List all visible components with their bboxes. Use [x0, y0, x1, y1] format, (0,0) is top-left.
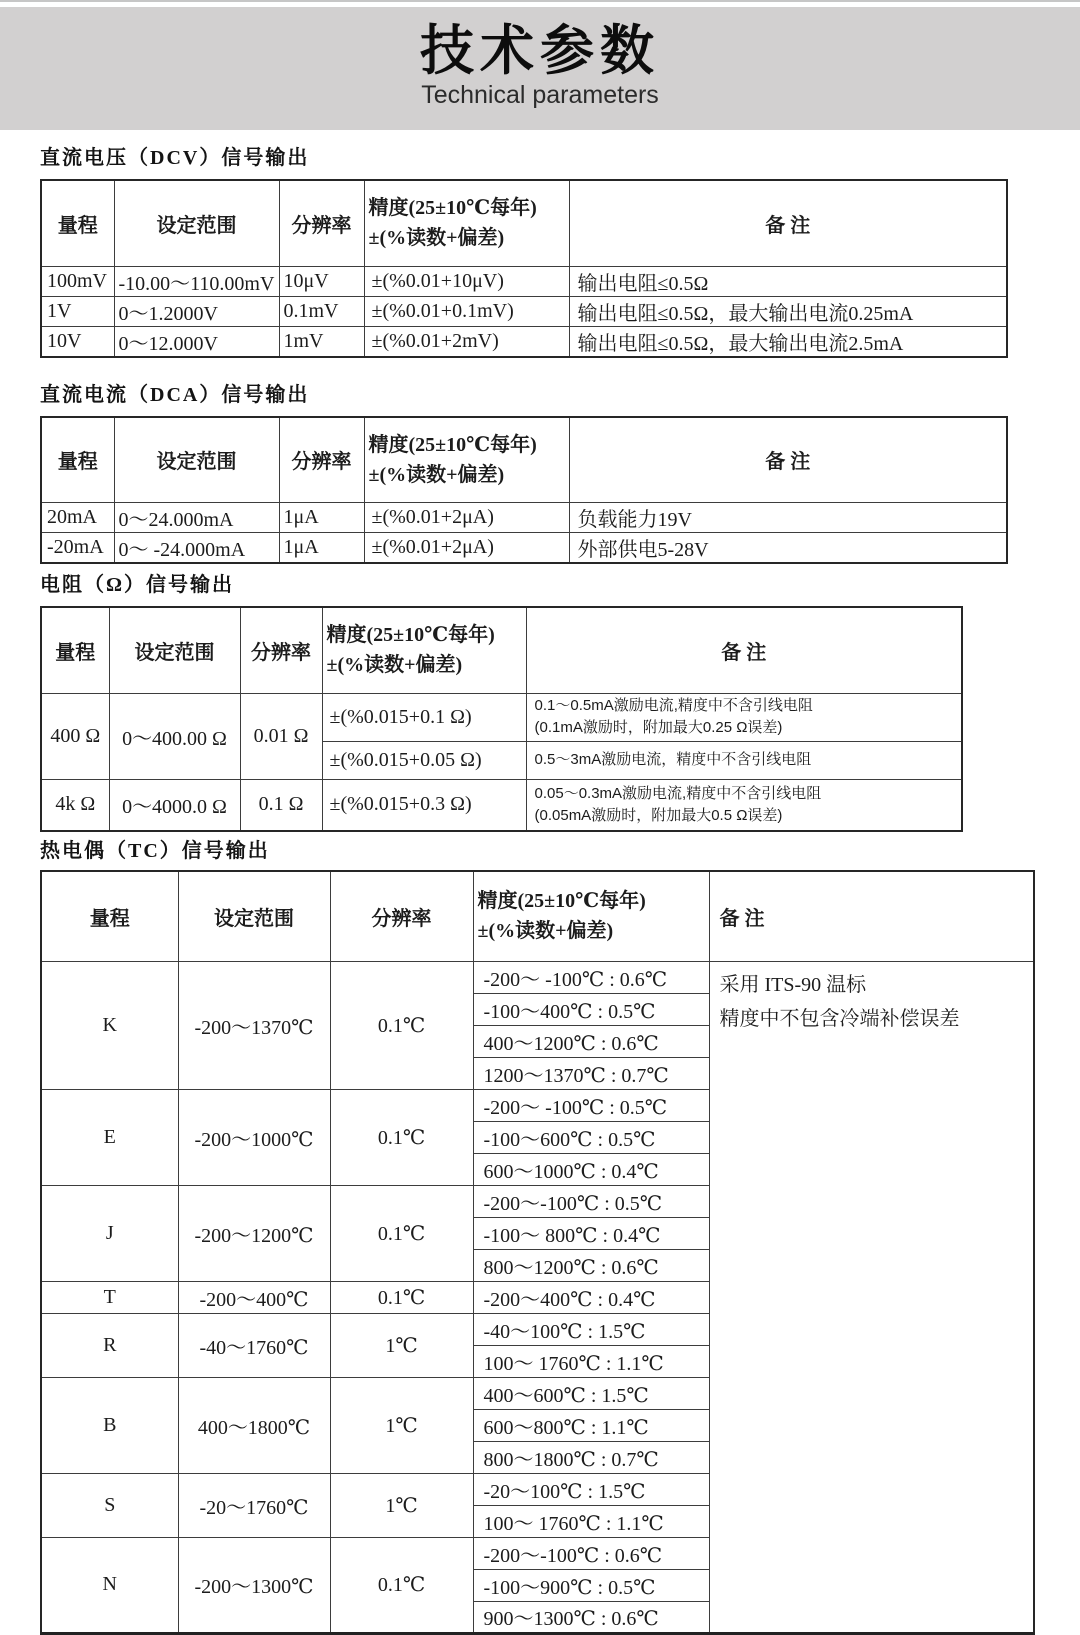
cell-set-range: 0～ -24.000mA — [114, 533, 279, 564]
cell-resolution: 1℃ — [330, 1473, 473, 1537]
accuracy-header-line2: ±(%读数+偏差) — [368, 227, 505, 250]
header-range: 量程 — [41, 417, 114, 503]
cell-remark: 外部供电5-28V — [569, 533, 1007, 564]
cell-remark — [526, 779, 962, 831]
cell-accuracy: 400～1200℃ : 0.6℃ — [473, 1025, 709, 1057]
cell-remark — [526, 693, 962, 741]
cell-tc-type: K — [41, 961, 178, 1089]
header-set-range: 设定范围 — [114, 417, 279, 503]
cell-accuracy: -200～ -100℃ : 0.5℃ — [473, 1089, 709, 1121]
cell-range: -20mA — [41, 533, 114, 564]
header-resolution: 分辨率 — [330, 871, 473, 961]
cell-resolution: 0.01 Ω — [240, 693, 322, 779]
page-header — [0, 7, 1080, 130]
section-resistance — [40, 572, 1080, 832]
cell-set-range: 0～4000.0 Ω — [109, 779, 240, 831]
header-remark: 备 注 — [526, 607, 962, 693]
cell-accuracy: -200～ -100℃ : 0.6℃ — [473, 961, 709, 993]
cell-resolution: 0.1℃ — [330, 1281, 473, 1313]
section-heading-tc: 热电偶（TC）信号输出 — [40, 840, 270, 862]
tc-table — [40, 870, 1035, 1635]
cell-accuracy: -40～100℃ : 1.5℃ — [473, 1313, 709, 1345]
cell-accuracy: -100～400℃ : 0.5℃ — [473, 993, 709, 1025]
accuracy-header-line1: 精度(25±10℃每年) — [368, 433, 537, 456]
cell-accuracy: -100～ 800℃ : 0.4℃ — [473, 1217, 709, 1249]
cell-tc-type: N — [41, 1537, 178, 1633]
header-remark: 备 注 — [569, 417, 1007, 503]
accuracy-header-line1: 精度(25±10℃每年) — [326, 624, 495, 647]
cell-remark: 0.5～3mA激励电流，精度中不含引线电阻 — [526, 741, 962, 779]
cell-resolution: 1μA — [279, 533, 364, 564]
cell-set-range: -200～1200℃ — [178, 1185, 330, 1281]
remark-line2: (0.05mA激励时，附加最大0.5 Ω误差) — [534, 806, 783, 824]
cell-accuracy: 100～ 1760℃ : 1.1℃ — [473, 1345, 709, 1377]
table-row — [41, 779, 962, 831]
cell-remark: 输出电阻≤0.5Ω — [569, 266, 1007, 296]
header-remark: 备 注 — [569, 180, 1007, 266]
cell-accuracy: 800～1800℃ : 0.7℃ — [473, 1441, 709, 1473]
table-row — [41, 326, 1007, 357]
cell-tc-type: J — [41, 1185, 178, 1281]
header-resolution: 分辨率 — [279, 180, 364, 266]
cell-set-range: -20～1760℃ — [178, 1473, 330, 1537]
resistance-table — [40, 606, 963, 832]
cell-resolution: 1℃ — [330, 1313, 473, 1377]
header-resolution: 分辨率 — [279, 417, 364, 503]
cell-set-range: -40～1760℃ — [178, 1313, 330, 1377]
section-heading-dca: 直流电流（DCA）信号输出 — [40, 383, 310, 406]
table-row — [41, 296, 1007, 326]
cell-accuracy: ±(%0.015+0.1 Ω) — [322, 693, 526, 741]
cell-accuracy: ±(%0.01+2μA) — [364, 533, 569, 564]
table-row — [41, 961, 1034, 993]
cell-tc-type: T — [41, 1281, 178, 1313]
cell-tc-type: S — [41, 1473, 178, 1537]
cell-accuracy: ±(%0.01+0.1mV) — [364, 296, 569, 326]
cell-accuracy: -200～-100℃ : 0.5℃ — [473, 1185, 709, 1217]
cell-accuracy: 600～800℃ : 1.1℃ — [473, 1409, 709, 1441]
table-row — [41, 533, 1007, 564]
accuracy-header-line2: ±(%读数+偏差) — [477, 920, 614, 943]
cell-resolution: 0.1℃ — [330, 1537, 473, 1633]
cell-resolution: 0.1℃ — [330, 961, 473, 1089]
header-accuracy — [364, 417, 569, 503]
accuracy-header-line1: 精度(25±10℃每年) — [477, 890, 646, 913]
cell-accuracy: -200～-100℃ : 0.6℃ — [473, 1537, 709, 1569]
table-row — [41, 693, 962, 741]
cell-accuracy: 400～600℃ : 1.5℃ — [473, 1377, 709, 1409]
cell-set-range: -200～400℃ — [178, 1281, 330, 1313]
cell-resolution: 1mV — [279, 326, 364, 357]
cell-set-range: -200～1300℃ — [178, 1537, 330, 1633]
cell-set-range: 0～24.000mA — [114, 503, 279, 533]
remark-line1: 0.1～0.5mA激励电流,精度中不含引线电阻 — [534, 697, 813, 715]
header-set-range: 设定范围 — [109, 607, 240, 693]
cell-remark: 输出电阻≤0.5Ω，最大输出电流0.25mA — [569, 296, 1007, 326]
cell-remark — [709, 961, 1034, 1633]
cell-tc-type: R — [41, 1313, 178, 1377]
cell-resolution: 1μA — [279, 503, 364, 533]
header-remark: 备 注 — [709, 871, 1034, 961]
header-set-range: 设定范围 — [178, 871, 330, 961]
cell-set-range: -10.00～110.00mV — [114, 266, 279, 296]
header-accuracy — [473, 871, 709, 961]
cell-resolution: 0.1 Ω — [240, 779, 322, 831]
remark-line2: 精度中不包含冷端补偿误差 — [719, 1007, 960, 1030]
cell-accuracy: -100～900℃ : 0.5℃ — [473, 1569, 709, 1601]
cell-accuracy: ±(%0.01+10μV) — [364, 266, 569, 296]
remark-line1: 采用 ITS-90 温标 — [719, 973, 867, 996]
cell-accuracy: 600～1000℃ : 0.4℃ — [473, 1153, 709, 1185]
cell-range: 20mA — [41, 503, 114, 533]
accuracy-header-line2: ±(%读数+偏差) — [368, 463, 505, 486]
header-range: 量程 — [41, 871, 178, 961]
cell-set-range: 0～400.00 Ω — [109, 693, 240, 779]
cell-set-range: 0～12.000V — [114, 326, 279, 357]
cell-accuracy: ±(%0.01+2mV) — [364, 326, 569, 357]
cell-set-range: -200～1000℃ — [178, 1089, 330, 1185]
header-range: 量程 — [41, 180, 114, 266]
cell-resolution: 1℃ — [330, 1377, 473, 1473]
cell-resolution: 0.1℃ — [330, 1185, 473, 1281]
cell-accuracy: ±(%0.015+0.05 Ω) — [322, 741, 526, 779]
header-range: 量程 — [41, 607, 109, 693]
cell-accuracy: 100～ 1760℃ : 1.1℃ — [473, 1505, 709, 1537]
cell-set-range: 0～1.2000V — [114, 296, 279, 326]
page-subtitle: Technical parameters — [421, 81, 659, 109]
cell-set-range: -200～1370℃ — [178, 961, 330, 1089]
top-divider — [0, 0, 1080, 2]
cell-accuracy: 900～1300℃ : 0.6℃ — [473, 1601, 709, 1633]
accuracy-header-line2: ±(%读数+偏差) — [326, 654, 463, 677]
cell-range: 4k Ω — [41, 779, 109, 831]
header-resolution: 分辨率 — [240, 607, 322, 693]
table-row — [41, 503, 1007, 533]
section-dcv — [40, 145, 1080, 358]
cell-range: 1V — [41, 296, 114, 326]
cell-range: 10V — [41, 326, 114, 357]
cell-set-range: 400～1800℃ — [178, 1377, 330, 1473]
cell-resolution: 0.1℃ — [330, 1089, 473, 1185]
cell-tc-type: E — [41, 1089, 178, 1185]
header-accuracy — [322, 607, 526, 693]
cell-resolution: 10μV — [279, 266, 364, 296]
remark-line2: (0.1mA激励时，附加最大0.25 Ω误差) — [534, 719, 783, 736]
cell-remark: 输出电阻≤0.5Ω，最大输出电流2.5mA — [569, 326, 1007, 357]
cell-accuracy: -100～600℃ : 0.5℃ — [473, 1121, 709, 1153]
section-heading-dcv: 直流电压（DCV）信号输出 — [40, 147, 310, 169]
cell-range: 100mV — [41, 266, 114, 296]
cell-accuracy: 800～1200℃ : 0.6℃ — [473, 1249, 709, 1281]
section-dca — [40, 382, 1080, 565]
cell-resolution: 0.1mV — [279, 296, 364, 326]
cell-remark: 负载能力19V — [569, 503, 1007, 533]
table-row — [41, 266, 1007, 296]
header-set-range: 设定范围 — [114, 180, 279, 266]
page-title: 技术参数 — [420, 21, 660, 81]
section-heading-resistance: 电阻（Ω）信号输出 — [40, 574, 235, 596]
document-body — [40, 145, 1080, 1635]
cell-accuracy: -200～400℃ : 0.4℃ — [473, 1281, 709, 1313]
cell-accuracy: ±(%0.015+0.3 Ω) — [322, 779, 526, 831]
cell-accuracy: -20～100℃ : 1.5℃ — [473, 1473, 709, 1505]
dca-table — [40, 416, 1008, 565]
header-accuracy — [364, 180, 569, 266]
remark-line1: 0.05～0.3mA激励电流,精度中不含引线电阻 — [534, 785, 822, 802]
accuracy-header-line1: 精度(25±10℃每年) — [368, 197, 537, 220]
cell-accuracy: 1200～1370℃ : 0.7℃ — [473, 1057, 709, 1089]
cell-tc-type: B — [41, 1377, 178, 1473]
dcv-table — [40, 179, 1008, 358]
cell-range: 400 Ω — [41, 693, 109, 779]
cell-accuracy: ±(%0.01+2μA) — [364, 503, 569, 533]
section-tc — [40, 838, 1080, 1635]
